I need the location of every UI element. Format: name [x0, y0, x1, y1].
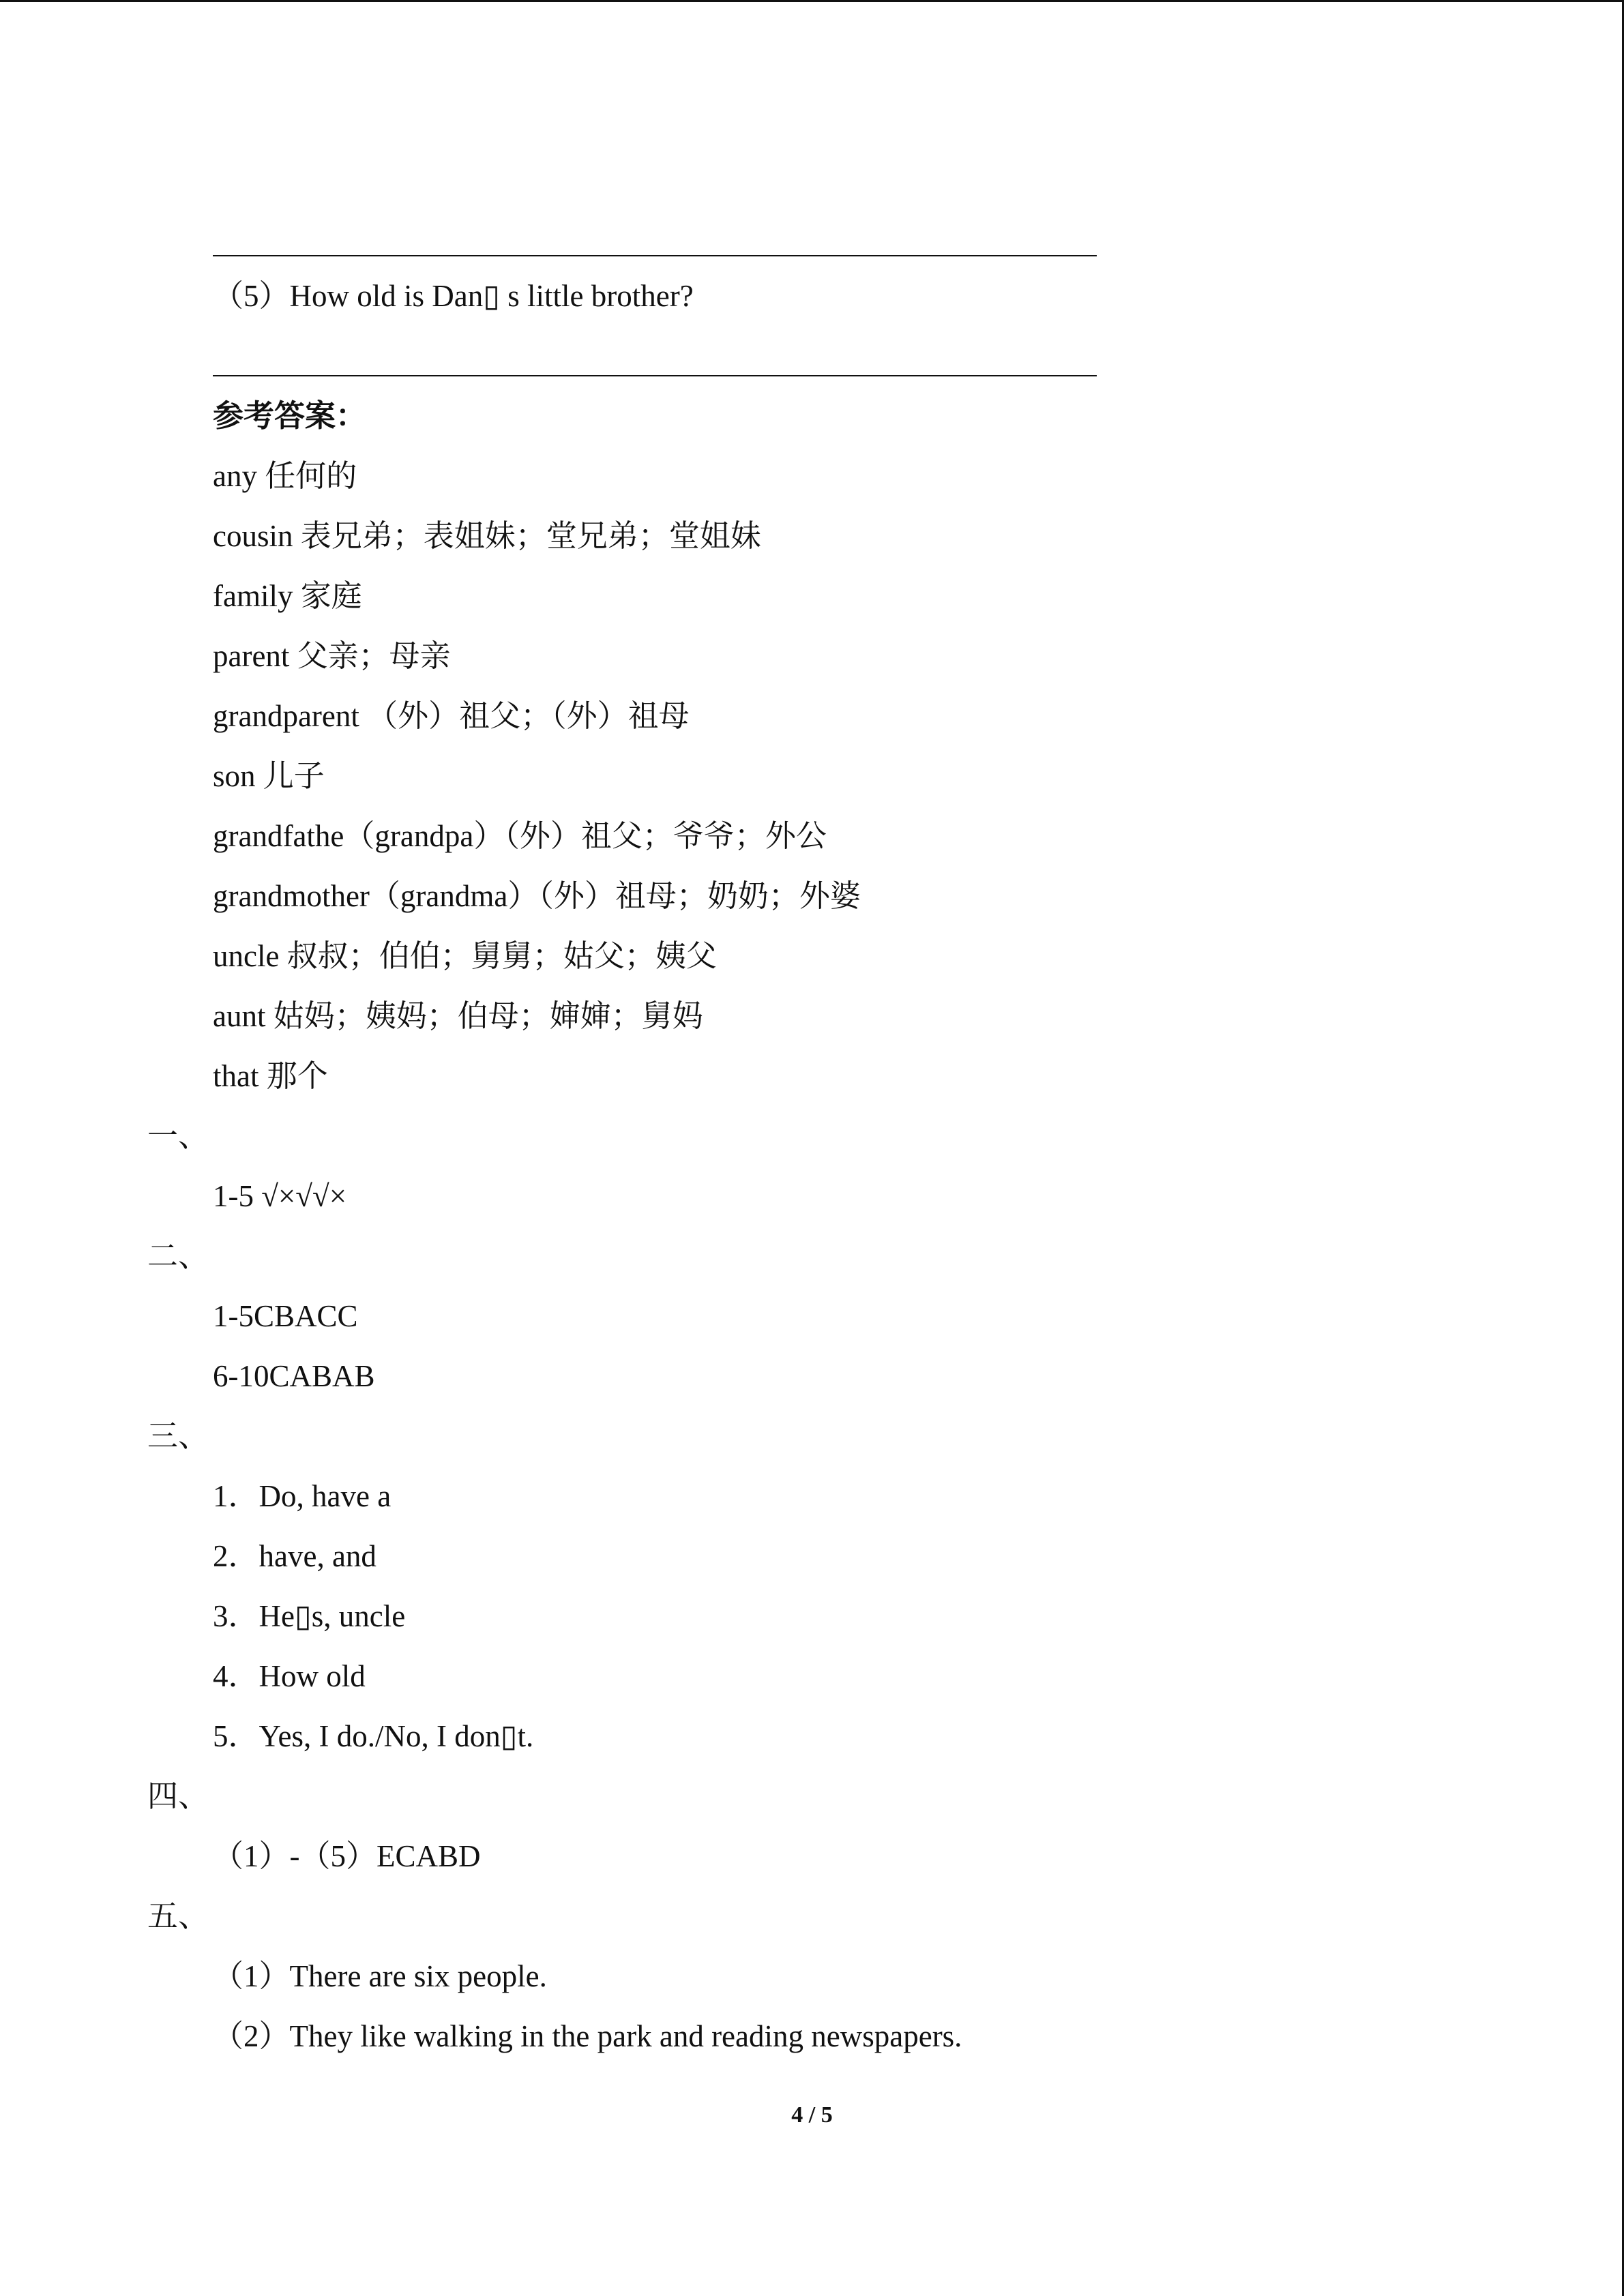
section-3-answer: 1．Do, have a	[213, 1479, 392, 1513]
vocab-item: grandparent （外）祖父；（外）祖母	[213, 699, 690, 733]
section-5-label: 五、	[147, 1899, 209, 1933]
vocab-item: uncle 叔叔；伯伯；舅舅；姑父；姨父	[213, 939, 717, 973]
vocab-item: cousin 表兄弟；表姐妹；堂兄弟；堂姐妹	[213, 519, 761, 553]
page-top-border	[0, 0, 1624, 2]
section-3-label: 三、	[147, 1419, 209, 1453]
section-5-answer: （1）There are six people.	[213, 1959, 547, 1993]
section-2-label: 二、	[147, 1239, 209, 1273]
section-1-answer: 1-5 √×√√×	[213, 1179, 347, 1213]
section-2-answer: 1-5CBACC	[213, 1299, 358, 1333]
section-3-answer: 4．How old	[213, 1659, 366, 1693]
vocab-item: family 家庭	[213, 579, 362, 613]
section-2-answer: 6-10CABAB	[213, 1359, 375, 1393]
question-5: （5）How old is Dan▯ s little brother?	[213, 279, 694, 313]
vocab-item: parent 父亲；母亲	[213, 639, 451, 673]
page-number: 4 / 5	[791, 2102, 833, 2128]
answers-heading: 参考答案：	[213, 399, 367, 433]
answer-line-5	[213, 375, 1097, 376]
vocab-item: that 那个	[213, 1059, 328, 1093]
vocab-item: aunt 姑妈；姨妈；伯母；婶婶；舅妈	[213, 999, 703, 1033]
vocab-item: grandfathe（grandpa）（外）祖父；爷爷；外公	[213, 819, 827, 853]
vocab-item: grandmother（grandma）（外）祖母；奶奶；外婆	[213, 879, 861, 913]
section-1-label: 一、	[147, 1119, 209, 1153]
answer-line-4	[213, 255, 1097, 256]
vocab-item: any 任何的	[213, 459, 357, 493]
vocab-item: son 儿子	[213, 759, 325, 793]
section-4-answer: （1）-（5）ECABD	[213, 1839, 481, 1873]
section-3-answer: 3．He▯s, uncle	[213, 1599, 406, 1633]
section-5-answer: （2）They like walking in the park and reading newspapers.	[213, 2019, 962, 2053]
section-4-label: 四、	[147, 1779, 209, 1813]
section-3-answer: 2．have, and	[213, 1539, 377, 1573]
section-3-answer: 5．Yes, I do./No, I don▯t.	[213, 1719, 534, 1753]
